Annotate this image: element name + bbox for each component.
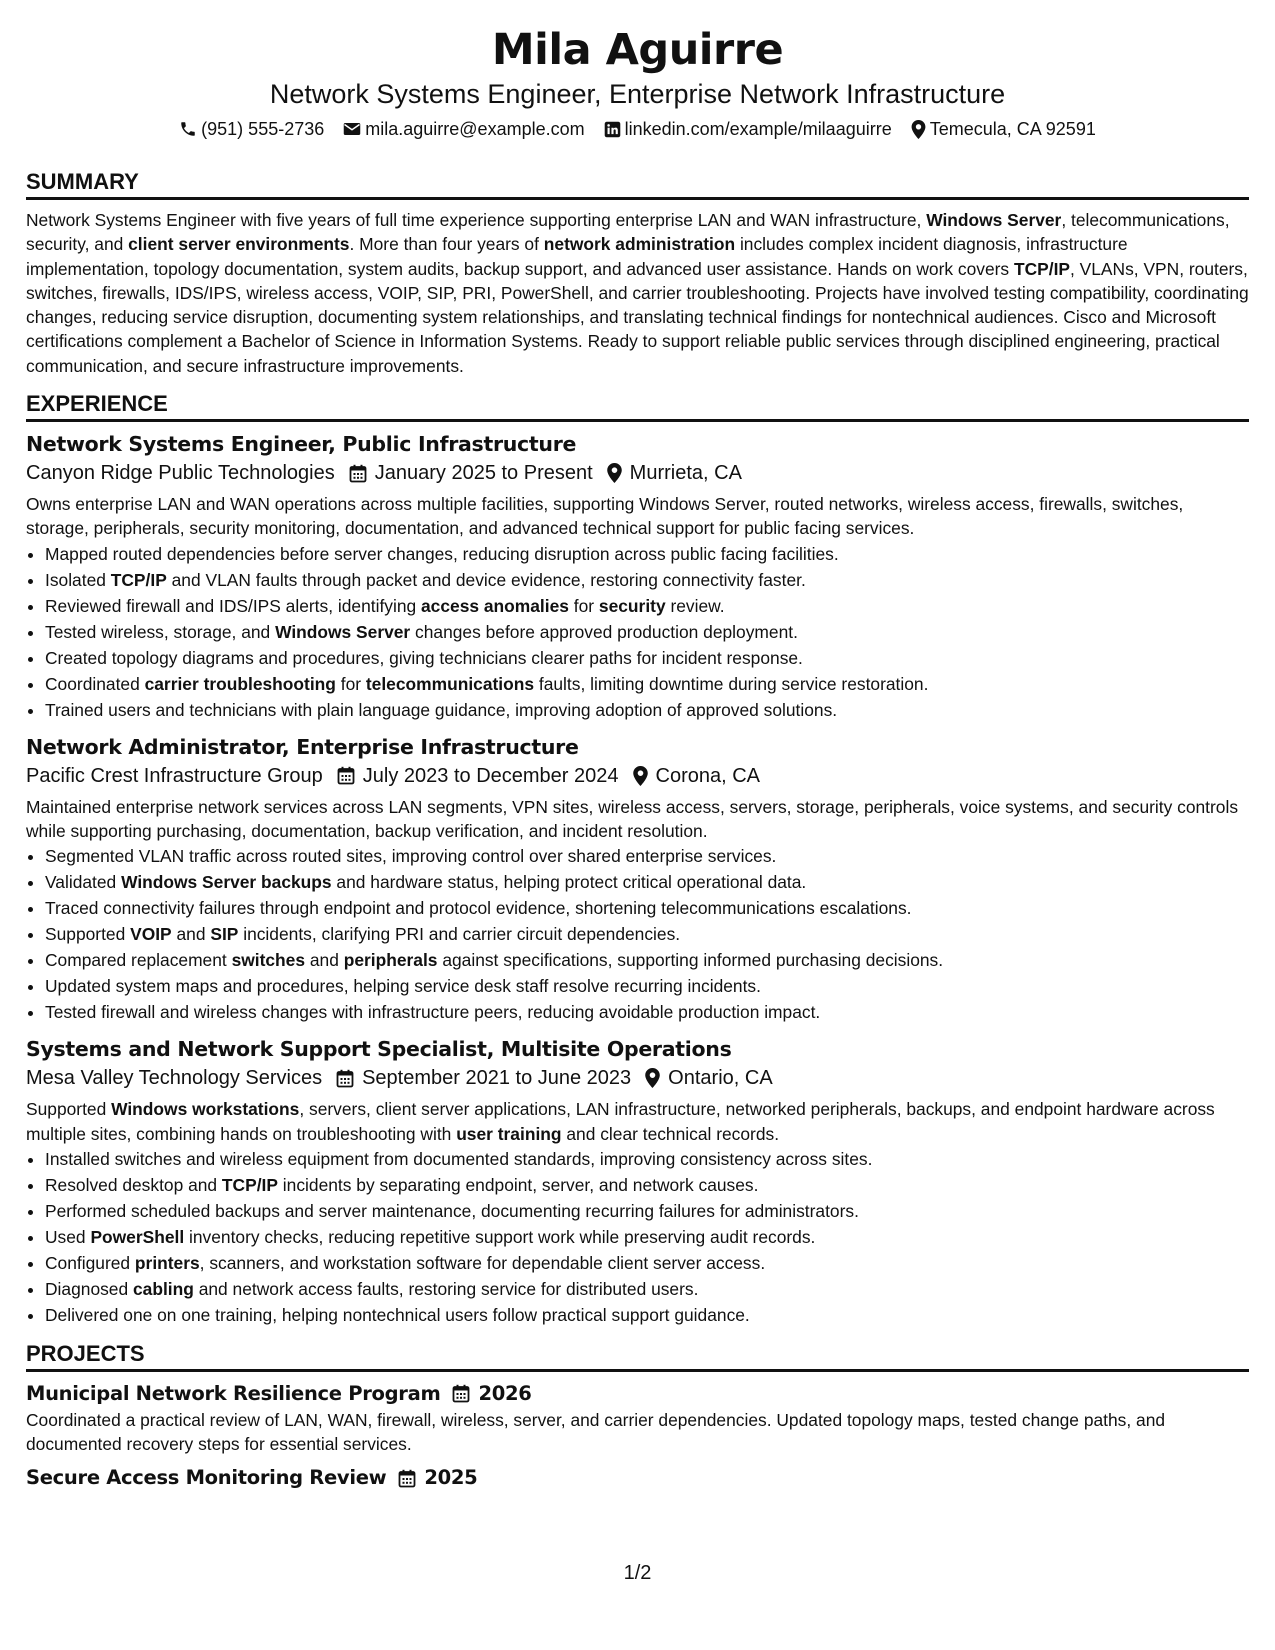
contact-location-text: Temecula, CA 92591	[929, 119, 1096, 139]
job-location: Corona, CA	[655, 764, 760, 787]
map-pin-icon	[645, 1068, 660, 1088]
job-location: Murrieta, CA	[629, 462, 742, 485]
project-entry	[26, 1380, 1249, 1457]
text-run: against specifications, supporting informed purchasing decisions.	[437, 950, 944, 971]
list-item	[45, 947, 1249, 973]
experience-section	[26, 390, 1249, 1328]
text-run: and	[305, 950, 344, 971]
bold-text: peripherals	[343, 950, 438, 971]
text-run: incidents by separating endpoint, server, and network causes.	[277, 1174, 759, 1195]
project-list	[26, 1380, 1249, 1493]
text-run: Updated system maps and procedures, helping service desk staff resolve recurring incidents.	[45, 976, 761, 997]
text-run: and clear technical records.	[561, 1123, 780, 1144]
contact-location	[911, 116, 1096, 142]
bold-text: client server environments	[128, 234, 350, 255]
job-meta	[26, 1063, 1249, 1093]
contact-linkedin-text[interactable]: linkedin.com/example/milaaguirre	[624, 119, 892, 139]
resume-header	[26, 0, 1249, 142]
job-bullets	[26, 541, 1249, 723]
job-company: Pacific Crest Infrastructure Group	[26, 764, 323, 787]
text-run: and	[171, 924, 211, 945]
text-run: Isolated	[45, 569, 111, 590]
text-run: , telecommunications, security, and	[26, 210, 1230, 255]
bold-text: switches	[231, 950, 306, 971]
projects-section	[26, 1340, 1249, 1493]
bold-text: Windows Server	[926, 210, 1062, 230]
list-item	[45, 593, 1249, 619]
text-run: includes complex incident diagnosis, infrastructure implementation, topology documentation, system audits, backup support, and advanced user assistance. Hands on work covers	[26, 234, 1128, 279]
list-item	[45, 1224, 1249, 1250]
text-run: Diagnosed	[45, 1278, 133, 1299]
bold-text: user training	[456, 1123, 562, 1144]
list-item	[45, 1250, 1249, 1276]
bold-text: security	[598, 595, 666, 616]
list-item	[45, 1198, 1249, 1224]
text-run: Owns enterprise LAN and WAN operations across multiple facilities, supporting Windows Server, routed networks, wireless access, firewalls, switches, storage, peripherals, security monitoring, documentation, and advanced technical support for public facing services.	[26, 494, 1184, 539]
project-year: 2025	[424, 1466, 478, 1490]
job-location: Ontario, CA	[668, 1067, 773, 1090]
text-run: , scanners, and workstation software for dependable client server access.	[199, 1252, 766, 1273]
list-item	[45, 921, 1249, 947]
text-run: Installed switches and wireless equipment from documented standards, improving consistency across sites.	[45, 1148, 873, 1169]
text-run: Tested firewall and wireless changes with infrastructure peers, reducing avoidable production impact.	[45, 1002, 821, 1023]
text-run: and hardware status, helping protect critical operational data.	[331, 872, 807, 893]
text-run: Validated	[45, 872, 122, 893]
job-title: Network Administrator, Enterprise Infrastructure	[26, 734, 579, 759]
job-entry	[26, 430, 1249, 723]
linkedin-icon	[604, 121, 621, 138]
bold-text: network administration	[543, 234, 736, 255]
text-run: Resolved desktop and	[45, 1174, 222, 1195]
bold-text: carrier troubleshooting	[144, 673, 336, 694]
bold-text: TCP/IP	[1013, 258, 1070, 279]
text-run: inventory checks, reducing repetitive support work while preserving audit records.	[184, 1226, 816, 1247]
text-run: changes before approved production deployment.	[410, 621, 798, 642]
text-run: and network access faults, restoring service for distributed users.	[193, 1278, 699, 1299]
text-run: and VLAN faults through packet and device evidence, restoring connectivity faster.	[166, 569, 806, 590]
contact-phone	[179, 116, 324, 142]
list-item	[45, 869, 1249, 895]
map-pin-icon	[607, 463, 622, 483]
text-run: review.	[665, 595, 725, 616]
project-entry	[26, 1464, 1249, 1492]
text-run: Segmented VLAN traffic across routed sites, improving control over shared enterprise services.	[45, 846, 777, 867]
text-run: Reviewed firewall and IDS/IPS alerts, identifying	[45, 595, 422, 616]
bold-text: Windows Server backups	[121, 872, 332, 893]
text-run: incidents, clarifying PRI and carrier circuit dependencies.	[238, 924, 681, 945]
page-number: 1/2	[623, 1562, 652, 1584]
text-run: Traced connectivity failures through endpoint and protocol evidence, shortening telecommunications escalations.	[45, 898, 912, 919]
text-run: Trained users and technicians with plain language guidance, improving adoption of approved solutions.	[45, 699, 838, 720]
calendar-icon	[337, 766, 355, 785]
job-meta	[26, 458, 1249, 488]
job-meta	[26, 761, 1249, 791]
bold-text: TCP/IP	[110, 569, 167, 590]
text-run: Used	[45, 1226, 91, 1247]
job-description	[26, 795, 1249, 844]
bold-text: Windows Server	[275, 621, 411, 642]
project-title-row	[26, 1380, 1249, 1408]
list-item	[45, 567, 1249, 593]
text-run: Mapped routed dependencies before server changes, reducing disruption across public facing facilities.	[45, 543, 839, 564]
job-company: Canyon Ridge Public Technologies	[26, 462, 335, 485]
text-run: Performed scheduled backups and server maintenance, documenting recurring failures for administrators.	[45, 1200, 859, 1221]
summary-heading: SUMMARY	[26, 168, 1249, 200]
text-run: Created topology diagrams and procedures, giving technicians clearer paths for incident response.	[45, 647, 803, 668]
job-title: Systems and Network Support Specialist, Multisite Operations	[26, 1037, 732, 1062]
job-dates: September 2021 to June 2023	[362, 1067, 632, 1090]
job-list	[26, 430, 1249, 1328]
bold-text: TCP/IP	[221, 1174, 278, 1195]
bold-text: access anomalies	[421, 595, 569, 616]
text-run: Supported	[26, 1099, 112, 1120]
project-title-row	[26, 1464, 1249, 1492]
list-item	[45, 1172, 1249, 1198]
envelope-icon	[343, 121, 361, 137]
contact-email-text[interactable]: mila.aguirre@example.com	[365, 119, 585, 139]
contact-linkedin[interactable]	[604, 116, 892, 142]
bold-text: printers	[134, 1252, 200, 1273]
map-pin-icon	[633, 766, 648, 786]
projects-heading: PROJECTS	[26, 1340, 1249, 1372]
candidate-name: Mila Aguirre	[491, 25, 784, 75]
text-run: Maintained enterprise network services across LAN segments, VPN sites, wireless access, servers, storage, peripherals, voice systems, and security controls while supporting purchasing, documentation, backup verification, and incident resolution.	[26, 796, 1239, 841]
map-pin-icon	[911, 120, 926, 139]
text-run: Tested wireless, storage, and	[45, 621, 276, 642]
list-item	[45, 1276, 1249, 1302]
job-title: Network Systems Engineer, Public Infrastructure	[26, 432, 577, 457]
job-description	[26, 1097, 1249, 1146]
project-year: 2026	[478, 1381, 532, 1405]
contact-phone-text: (951) 555-2736	[201, 119, 325, 139]
bold-text: PowerShell	[90, 1226, 185, 1247]
list-item	[45, 1146, 1249, 1172]
text-run: faults, limiting downtime during service restoration.	[534, 673, 929, 694]
text-run: Configured	[45, 1252, 135, 1273]
list-item	[45, 1302, 1249, 1328]
bold-text: cabling	[132, 1278, 194, 1299]
job-dates: January 2025 to Present	[374, 462, 593, 485]
bold-text: VOIP	[130, 924, 172, 945]
list-item	[45, 843, 1249, 869]
list-item	[45, 619, 1249, 645]
text-run: Compared replacement	[45, 950, 232, 971]
project-name: Municipal Network Resilience Program	[26, 1381, 441, 1405]
text-run: , servers, client server applications, LAN infrastructure, networked peripherals, backups, and endpoint hardware across multiple sites, combining hands on troubleshooting with	[26, 1099, 1215, 1144]
job-dates: July 2023 to December 2024	[362, 764, 619, 787]
summary-text	[26, 208, 1249, 378]
calendar-icon	[349, 464, 367, 483]
calendar-icon	[336, 1069, 354, 1088]
text-run: Delivered one on one training, helping nontechnical users follow practical support guidance.	[45, 1304, 750, 1325]
job-bullets	[26, 843, 1249, 1025]
summary-section	[26, 168, 1249, 378]
bold-text: Windows workstations	[111, 1099, 300, 1120]
contact-list	[26, 116, 1249, 142]
text-run: , VLANs, VPN, routers, switches, firewalls, IDS/IPS, wireless access, VOIP, SIP, PRI, PowerShell, and carrier troubleshooting. Projects have involved testing compatibility, coordinating changes, reducing service disruption, documenting system relationships, and translating technical findings for nontechnical audiences. Cisco and Microsoft certifications complement a Bachelor of Science in Information Systems. Ready to support reliable public services through disciplined engineering, practical communication, and secure infrastructure improvements.	[26, 258, 1249, 376]
project-name: Secure Access Monitoring Review	[26, 1466, 387, 1490]
job-entry	[26, 733, 1249, 1026]
text-run: Coordinated	[45, 673, 145, 694]
job-description	[26, 492, 1249, 541]
project-description: Coordinated a practical review of LAN, WAN, firewall, wireless, server, and carrier dependencies. Updated topology maps, tested change paths, and documented recovery steps for essential services.	[26, 1409, 1166, 1455]
experience-heading: EXPERIENCE	[26, 390, 1249, 422]
phone-icon	[179, 120, 197, 138]
job-entry	[26, 1035, 1249, 1328]
list-item	[45, 697, 1249, 723]
bold-text: SIP	[210, 924, 239, 945]
candidate-headline: Network Systems Engineer, Enterprise Network Infrastructure	[269, 79, 1006, 109]
list-item	[45, 999, 1249, 1025]
calendar-icon	[452, 1384, 470, 1403]
bold-text: telecommunications	[365, 673, 535, 694]
text-run: Supported	[45, 924, 131, 945]
text-run: . More than four years of	[349, 234, 544, 255]
list-item	[45, 541, 1249, 567]
list-item	[45, 645, 1249, 671]
job-company: Mesa Valley Technology Services	[26, 1067, 323, 1090]
contact-email[interactable]	[343, 116, 584, 142]
list-item	[45, 973, 1249, 999]
calendar-icon	[398, 1469, 416, 1488]
list-item	[45, 895, 1249, 921]
text-run: Network Systems Engineer with five years of full time experience supporting enterprise LAN and WAN infrastructure,	[26, 210, 927, 230]
list-item	[45, 671, 1249, 697]
job-bullets	[26, 1146, 1249, 1328]
text-run: for	[568, 595, 599, 616]
text-run: for	[335, 673, 366, 694]
